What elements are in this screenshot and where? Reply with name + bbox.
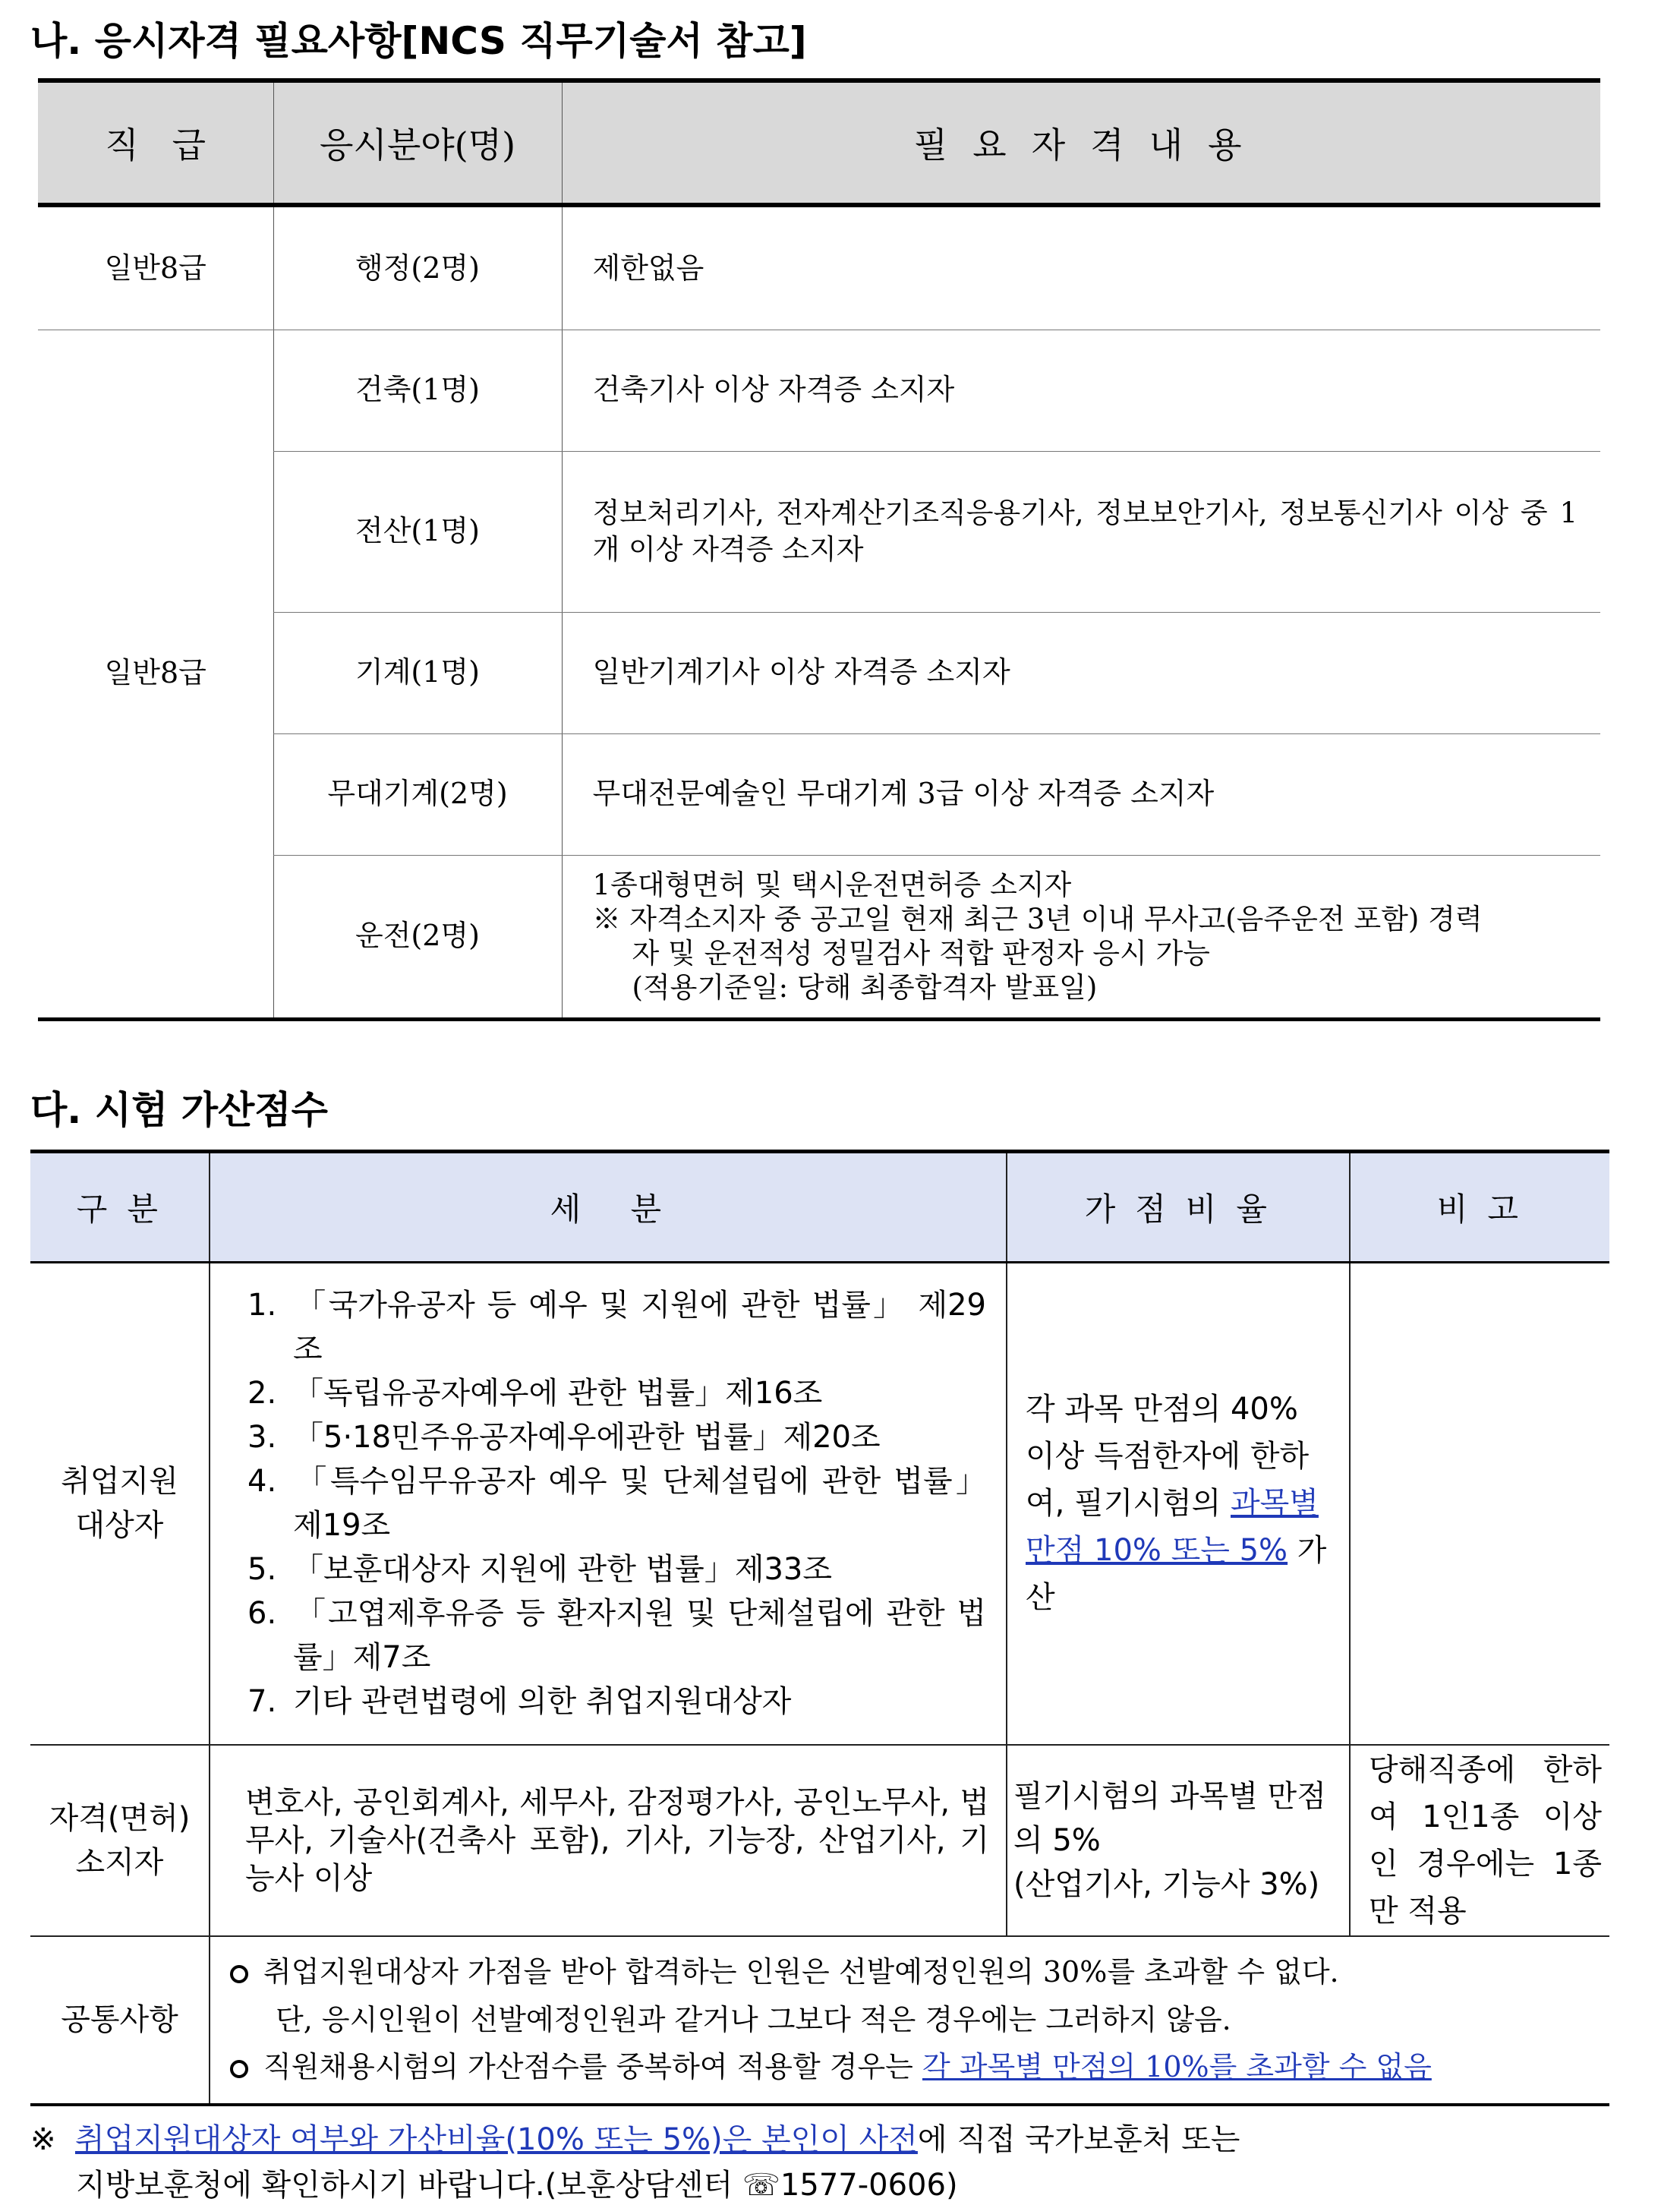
bonus-points-table	[30, 1150, 1609, 2106]
section1-heading: 나. 응시자격 필요사항[NCS 직무기술서 참고]	[30, 19, 807, 63]
law-number: 6.	[247, 1596, 277, 1632]
category-cell	[30, 1263, 210, 1745]
content-line: ※ 자격소지자 중 공고일 현재 최근 3년 이내 무사고(음주운전 포함) 경력	[592, 902, 1483, 935]
law-text: 「독립유공자예우에 관한 법률」제16조	[293, 1376, 823, 1412]
footnote-line-1	[30, 2117, 1240, 2162]
common-text: 직원채용시험의 가산점수를 중복하여 적용할 경우는	[263, 2050, 922, 2084]
law-text: 「고엽제후유증 등 환자지원 및 단체설립에 관한 법률」제7조	[293, 1596, 986, 1676]
col-header-field: 응시분야(명)	[273, 80, 562, 205]
rate-text: 각 과목 만점의 40% 이상 득점한자에 한하여, 필기시험의	[1026, 1392, 1310, 1522]
qualification-table	[38, 78, 1600, 1021]
field-cell: 운전(2명)	[273, 855, 562, 1019]
law-number: 3.	[247, 1420, 277, 1456]
law-number: 7.	[247, 1684, 277, 1720]
content-cell: 건축기사 이상 자격증 소지자	[562, 330, 1600, 451]
common-line	[230, 2043, 1594, 2091]
col-header-detail: 세 분	[210, 1152, 1007, 1263]
rate-text-2: (산업기사, 기능사 3%)	[1013, 1866, 1320, 1902]
content-cell: 정보처리기사, 전자계산기조직응용기사, 정보보안기사, 정보통신기사 이상 중 1개 이상 자격증 소지자	[562, 451, 1600, 612]
circle-bullet-icon	[230, 2060, 248, 2078]
field-cell: 건축(1명)	[273, 330, 562, 451]
law-number: 1.	[247, 1288, 277, 1323]
detail-cell: 변호사, 공인회계사, 세무사, 감정평가사, 공인노무사, 법무사, 기술사(건축사 포함), 기사, 기능장, 산업기사, 기능사 이상	[210, 1745, 1007, 1936]
table-row	[38, 330, 1600, 451]
law-text: 「5·18민주유공자예우에관한 법률」제20조	[293, 1420, 881, 1456]
law-text: 「특수임무유공자 예우 및 단체설립에 관한 법률」제19조	[293, 1464, 986, 1544]
law-list-item	[247, 1459, 986, 1547]
rate-cell	[1007, 1263, 1350, 1745]
footnote-text: 에 직접 국가보훈처 또는	[917, 2122, 1240, 2157]
note-cell	[1350, 1263, 1609, 1745]
law-number: 4.	[247, 1464, 277, 1500]
law-number: 2.	[247, 1376, 277, 1412]
col-header-category: 구 분	[30, 1152, 210, 1263]
law-text: 「보훈대상자 지원에 관한 법률」제33조	[293, 1552, 833, 1588]
law-list-item	[247, 1591, 986, 1680]
law-list-item	[247, 1547, 986, 1591]
field-cell: 기계(1명)	[273, 612, 562, 733]
grade-cell: 일반8급	[38, 205, 273, 330]
category-line: 대상자	[75, 1508, 164, 1544]
content-line: 1종대형면허 및 택시운전면허증 소지자	[592, 868, 1072, 901]
col-header-grade: 직 급	[38, 80, 273, 205]
table-row	[30, 1745, 1609, 1936]
category-line: 소지자	[75, 1844, 164, 1880]
common-notes-cell	[210, 1936, 1609, 2105]
note-cell: 당해직종에 한하여 1인1종 이상인 경우에는 1종만 적용	[1350, 1745, 1609, 1936]
field-cell: 무대기계(2명)	[273, 733, 562, 855]
law-number: 5.	[247, 1552, 277, 1588]
rate-cell	[1007, 1745, 1350, 1936]
law-list	[211, 1283, 1005, 1724]
law-list-item	[247, 1415, 986, 1459]
common-highlight: 각 과목별 만점의 10%를 초과할 수 없음	[922, 2050, 1432, 2084]
law-list-item	[247, 1680, 986, 1724]
col-header-content: 필 요 자 격 내 용	[562, 80, 1600, 205]
common-line	[230, 1948, 1594, 1996]
circle-bullet-icon	[230, 1965, 248, 1983]
category-cell	[30, 1745, 210, 1936]
law-text: 기타 관련법령에 의한 취업지원대상자	[293, 1684, 792, 1720]
content-cell: 제한없음	[562, 205, 1600, 330]
col-header-rate: 가 점 비 율	[1007, 1152, 1350, 1263]
common-text: 취업지원대상자 가점을 받아 합격하는 인원은 선발예정인원의 30%를 초과할 수 없다.	[263, 1954, 1339, 1989]
rate-highlight: 과목별 만점 10% 또는 5%	[1026, 1486, 1319, 1569]
rate-text: 필기시험의 과목별 만점의 5%	[1013, 1778, 1326, 1858]
grade-cell-merged: 일반8급	[38, 330, 273, 1019]
footnote	[30, 2117, 1240, 2208]
content-line: 자 및 운전적성 정밀검사 적합 판정자 응시 가능	[632, 937, 1210, 970]
category-cell: 공통사항	[30, 1936, 210, 2105]
common-line: 단, 응시인원이 선발예정인원과 같거나 그보다 적은 경우에는 그러하지 않음.	[276, 2002, 1231, 2036]
table-header-row	[30, 1152, 1609, 1263]
table-header-row	[38, 80, 1600, 205]
law-text: 「국가유공자 등 예우 및 지원에 관한 법률」 제29조	[293, 1288, 986, 1367]
table-row	[30, 1263, 1609, 1745]
field-cell: 행정(2명)	[273, 205, 562, 330]
law-list-item	[247, 1283, 986, 1371]
law-list-item	[247, 1371, 986, 1415]
content-cell	[562, 855, 1600, 1019]
content-cell: 일반기계기사 이상 자격증 소지자	[562, 612, 1600, 733]
table-row	[30, 1936, 1609, 2105]
content-cell: 무대전문예술인 무대기계 3급 이상 자격증 소지자	[562, 733, 1600, 855]
detail-cell	[210, 1263, 1007, 1745]
table-row	[38, 205, 1600, 330]
category-line: 취업지원	[61, 1464, 178, 1500]
reference-mark-icon: ※	[30, 2122, 56, 2157]
field-cell: 전산(1명)	[273, 451, 562, 612]
section2-heading: 다. 시험 가산점수	[30, 1088, 328, 1132]
col-header-note: 비 고	[1350, 1152, 1609, 1263]
rate-suffix: 가산	[1026, 1533, 1327, 1616]
footnote-highlight: 취업지원대상자 여부와 가산비율(10% 또는 5%)은 본인이 사전	[74, 2122, 918, 2157]
content-line: (적용기준일: 당해 최종합격자 발표일)	[632, 971, 1098, 1005]
category-line: 자격(면허)	[49, 1800, 191, 1836]
footnote-line-2: 지방보훈청에 확인하시기 바랍니다.(보훈상담센터 ☏1577-0606)	[76, 2168, 958, 2203]
